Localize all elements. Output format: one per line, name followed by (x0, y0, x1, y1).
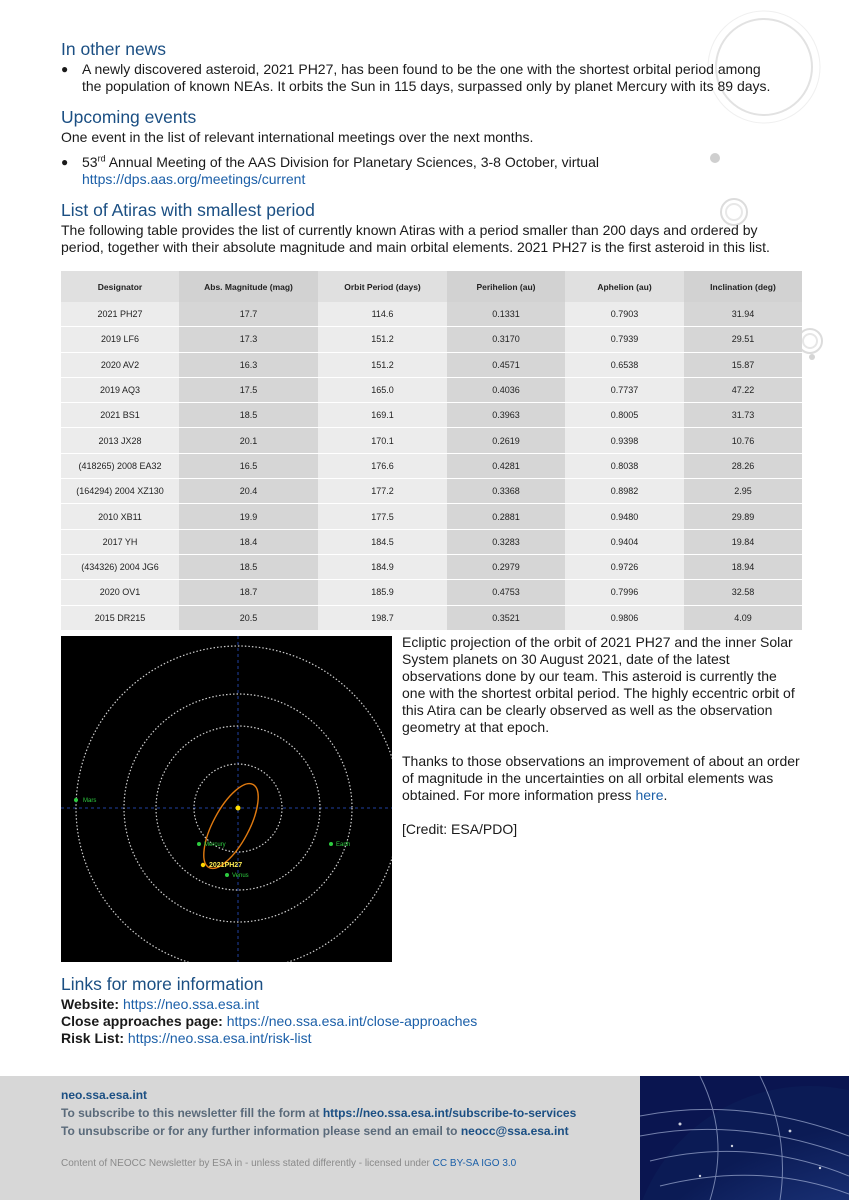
table-cell: 20.5 (179, 606, 318, 631)
table-row (61, 403, 802, 428)
footer-unsubscribe (61, 1124, 569, 1138)
table-cell: 20.1 (179, 428, 318, 453)
subscribe-link[interactable]: https://neo.ssa.esa.int/subscribe-to-services (322, 1106, 577, 1120)
table-cell: 2019 AQ3 (61, 378, 179, 403)
table-cell: 17.5 (179, 378, 318, 403)
table-cell: 176.6 (318, 454, 447, 479)
mercury-label: Mercury (204, 842, 226, 848)
event-bullet-text (82, 154, 782, 188)
table-cell: 47.22 (684, 378, 802, 403)
upcoming-events-intro: One event in the list of relevant international meetings over the next months. (61, 129, 534, 145)
atiras-heading: List of Atiras with smallest period (61, 200, 315, 220)
table-cell: 0.8982 (565, 479, 684, 504)
column-header: Designator (61, 271, 179, 302)
table-cell: 0.3170 (447, 327, 565, 352)
table-cell: 165.0 (318, 378, 447, 403)
close-approaches-label: Close approaches page: (61, 1013, 223, 1029)
table-cell: 114.6 (318, 302, 447, 327)
table-cell: 0.9726 (565, 555, 684, 580)
table-cell: 0.3521 (447, 606, 565, 631)
table-cell: 29.89 (684, 504, 802, 529)
table-cell: 0.2619 (447, 428, 565, 453)
table-cell: 185.9 (318, 580, 447, 605)
table-cell: 32.58 (684, 580, 802, 605)
table-row (61, 479, 802, 504)
table-cell: 0.7939 (565, 327, 684, 352)
table-cell: 2021 BS1 (61, 403, 179, 428)
table-row (61, 353, 802, 378)
table-cell: 17.3 (179, 327, 318, 352)
table-cell: 0.6538 (565, 353, 684, 378)
table-cell: 16.5 (179, 454, 318, 479)
table-cell: 184.5 (318, 530, 447, 555)
table-cell: 4.09 (684, 606, 802, 631)
footer-subscribe (61, 1106, 576, 1120)
table-cell: (164294) 2004 XZ130 (61, 479, 179, 504)
column-header: Abs. Magnitude (mag) (179, 271, 318, 302)
credit-text: [Credit: ESA/PDO] (402, 821, 518, 837)
table-cell: 0.9404 (565, 530, 684, 555)
footer (0, 1076, 849, 1200)
table-row (61, 454, 802, 479)
venus-label: Venus (232, 873, 249, 879)
event-link[interactable]: https://dps.aas.org/meetings/current (82, 171, 306, 187)
table-cell: 31.73 (684, 403, 802, 428)
table-row (61, 378, 802, 403)
earth-svg (640, 1076, 849, 1200)
table-body (61, 302, 802, 631)
table-row (61, 580, 802, 605)
table-cell: 28.26 (684, 454, 802, 479)
table-cell: 29.51 (684, 327, 802, 352)
table-cell: 17.7 (179, 302, 318, 327)
risk-list-link[interactable]: https://neo.ssa.esa.int/risk-list (127, 1030, 312, 1046)
table-cell: 10.76 (684, 428, 802, 453)
table-cell: 184.9 (318, 555, 447, 580)
table-cell: 0.2881 (447, 504, 565, 529)
news-bullet-text: A newly discovered asteroid, 2021 PH27, has been found to be the one with the shortest orbital period among the population of known NEAs. It orbits the Sun in 115 days, surpassed only by planet Mercury with its 89 days. (82, 61, 771, 94)
table-row (61, 327, 802, 352)
column-header: Orbit Period (days) (318, 271, 447, 302)
table-cell: 20.4 (179, 479, 318, 504)
footer-license (61, 1158, 516, 1169)
table-cell: 0.8005 (565, 403, 684, 428)
risk-list-label: Risk List: (61, 1030, 125, 1046)
links-heading: Links for more information (61, 974, 264, 994)
asteroid-label: 2021PH27 (209, 862, 243, 869)
table-row (61, 302, 802, 327)
table-cell: 18.94 (684, 555, 802, 580)
table-cell: 2.95 (684, 479, 802, 504)
table-cell: 151.2 (318, 327, 447, 352)
table-cell: 0.3283 (447, 530, 565, 555)
table-cell: 0.3368 (447, 479, 565, 504)
orbit-svg (61, 636, 392, 962)
table-cell: 0.7737 (565, 378, 684, 403)
website-link[interactable]: https://neo.ssa.esa.int (122, 996, 260, 1012)
in-other-news-heading: In other news (61, 39, 167, 59)
license-link[interactable]: CC BY-SA IGO 3.0 (432, 1158, 517, 1169)
table-cell: 0.7903 (565, 302, 684, 327)
table-cell: 2013 JX28 (61, 428, 179, 453)
table-cell: 2015 DR215 (61, 606, 179, 631)
bullet-icon: ● (61, 155, 69, 169)
close-approaches-link[interactable]: https://neo.ssa.esa.int/close-approaches (226, 1013, 478, 1029)
table-cell: 18.4 (179, 530, 318, 555)
table-cell: 18.7 (179, 580, 318, 605)
event-number: 53 (82, 154, 98, 170)
table-cell: 0.1331 (447, 302, 565, 327)
table-cell: 0.4571 (447, 353, 565, 378)
table-cell: 31.94 (684, 302, 802, 327)
table-cell: 0.9398 (565, 428, 684, 453)
table-cell: 19.9 (179, 504, 318, 529)
atiras-intro: The following table provides the list of currently known Atiras with a period smaller than 200 days and ordered by period, together with their absolute magnitude and main orbital elements. 2021 PH27 is the first asteroid in this list. (61, 222, 770, 255)
table-cell: 2021 PH27 (61, 302, 179, 327)
table-cell: 0.4281 (447, 454, 565, 479)
earth-label: Earth (336, 842, 351, 848)
event-number-suffix: rd (97, 153, 106, 164)
column-header: Aphelion (au) (565, 271, 684, 302)
footer-site (61, 1088, 147, 1102)
license-text: Content of NEOCC Newsletter by ESA in - unless stated differently - licensed under (61, 1158, 433, 1169)
caption-paragraph-1: Ecliptic projection of the orbit of 2021 PH27 and the inner Solar System planets on 30 August 2021, date of the latest observations done by our team. This asteroid is currently the one with the shortest orbital period. The highly eccentric orbit of this Atira can be clearly observed as well as the observation geometry at that epoch. (402, 634, 795, 735)
table-cell: 2020 AV2 (61, 353, 179, 378)
footer-subscribe-text: To subscribe to this newsletter fill the form at (61, 1106, 323, 1120)
table-cell: 2019 LF6 (61, 327, 179, 352)
table-header-row (61, 271, 802, 302)
column-header: Inclination (deg) (684, 271, 802, 302)
table-row (61, 606, 802, 631)
table-cell: 18.5 (179, 403, 318, 428)
table-cell: 0.3963 (447, 403, 565, 428)
footer-unsubscribe-text: To unsubscribe or for any further information please send an email to (61, 1124, 461, 1138)
table-cell: 177.5 (318, 504, 447, 529)
table-row (61, 504, 802, 529)
table-cell: 0.2979 (447, 555, 565, 580)
table-row (61, 530, 802, 555)
table-cell: 0.4036 (447, 378, 565, 403)
table-cell: 2010 XB11 (61, 504, 179, 529)
website-label: Website: (61, 996, 120, 1012)
table-cell: 2020 OV1 (61, 580, 179, 605)
table-cell: (434326) 2004 JG6 (61, 555, 179, 580)
table-cell: 0.9480 (565, 504, 684, 529)
links-list (61, 996, 477, 1047)
mars-label: Mars (83, 798, 97, 804)
bullet-icon: ● (61, 62, 69, 76)
table-cell: 0.8038 (565, 454, 684, 479)
upcoming-events-heading: Upcoming events (61, 107, 197, 127)
atiras-table (61, 271, 802, 631)
table-cell: 170.1 (318, 428, 447, 453)
table-cell: 177.2 (318, 479, 447, 504)
table-cell: 19.84 (684, 530, 802, 555)
table-cell: 18.5 (179, 555, 318, 580)
unsubscribe-email-link[interactable]: neocc@ssa.esa.int (460, 1124, 569, 1138)
table-cell: 151.2 (318, 353, 447, 378)
table-cell: 16.3 (179, 353, 318, 378)
column-header: Perihelion (au) (447, 271, 565, 302)
caption-paragraph-2 (402, 753, 802, 804)
table-cell: (418265) 2008 EA32 (61, 454, 179, 479)
risk-list-line (61, 1030, 477, 1047)
table-cell: 0.9806 (565, 606, 684, 631)
caption-p2-end: . (663, 787, 668, 803)
table-cell: 15.87 (684, 353, 802, 378)
table-row (61, 428, 802, 453)
close-approaches-line (61, 1013, 477, 1030)
table-cell: 2017 YH (61, 530, 179, 555)
orbit-diagram (61, 636, 392, 962)
table-cell: 198.7 (318, 606, 447, 631)
table-cell: 0.7996 (565, 580, 684, 605)
event-title: Annual Meeting of the AAS Division for Planetary Sciences, 3-8 October, virtual (105, 154, 599, 170)
table-cell: 0.4753 (447, 580, 565, 605)
here-link[interactable]: here (635, 787, 664, 803)
footer-site-link[interactable]: neo.ssa.esa.int (61, 1088, 148, 1102)
table-cell: 169.1 (318, 403, 447, 428)
website-line (61, 996, 477, 1013)
earth-image (640, 1076, 849, 1200)
table-row (61, 555, 802, 580)
orbit-caption (402, 634, 802, 838)
caption-p2-text: Thanks to those observations an improvement of about an order of magnitude in the uncertainties on all orbital elements was obtained. For more information press (402, 753, 800, 803)
